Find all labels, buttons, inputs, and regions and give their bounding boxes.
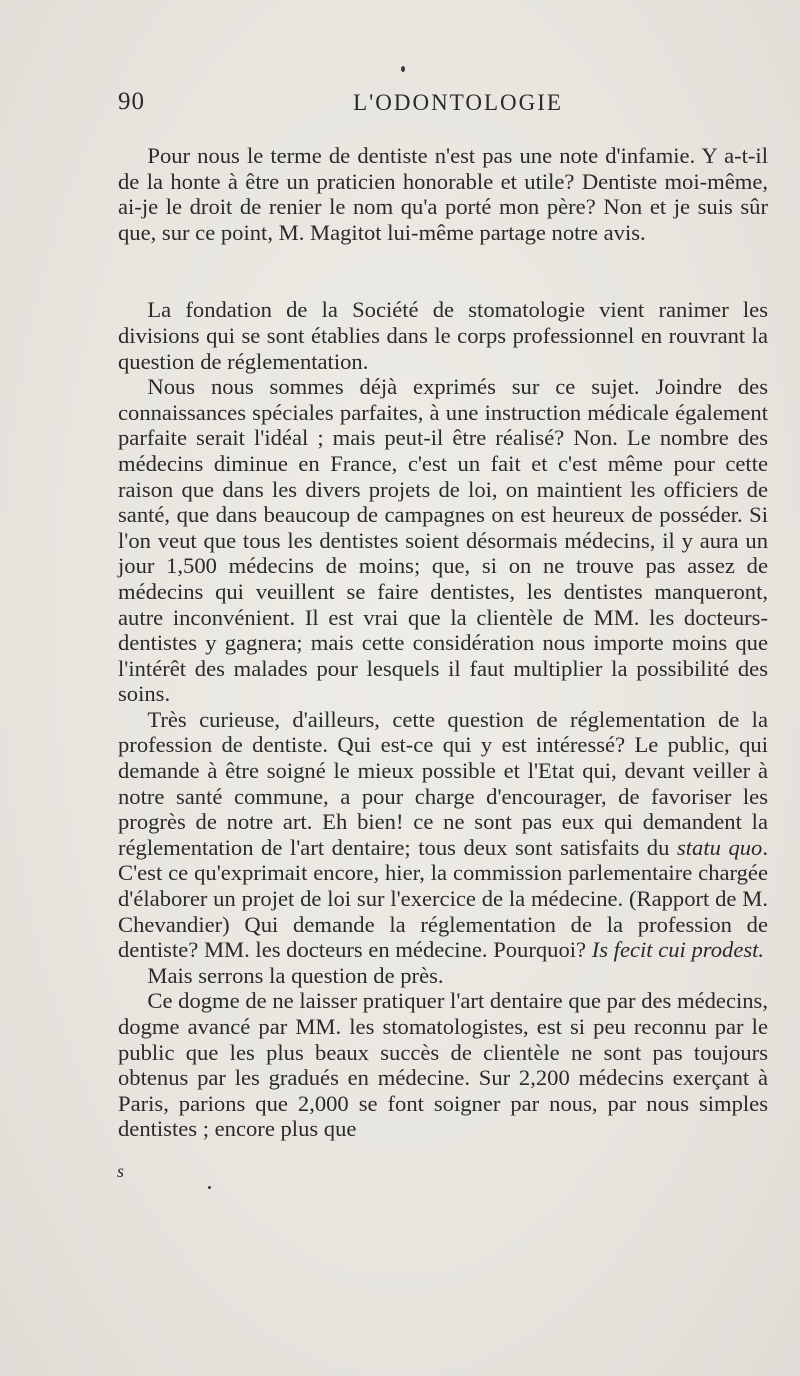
paragraph-p1 — [118, 143, 768, 245]
text-run: Mais serrons la question de près. — [147, 962, 444, 988]
text-run: Nous nous sommes déjà exprimés sur ce sujet. Joindre des connaissances spéciales parfaites, à une instruction médicale également parfaite serait l'idéal ; mais peut-il être réalisé? Non. Le nombre des médecins diminue en France, c'est un fait et c'est même pour cette raison que dans les divers projets de loi, on maintient les officiers de santé, que dans beaucoup de campagnes on est heureux de posséder. Si l'on veut que tous les dentistes soient désormais médecins, il y aura un jour 1,500 médecins de moins; que, si on ne trouve pas assez de médecins qui veuillent se faire dentistes, les dentistes manqueront, autre inconvénient. Il est vrai que la clientèle de MM. les docteurs-dentistes y gagnera; mais cette considération nous importe moins que l'intérêt des malades pour lesquels il faut multiplier la possibilité des soins. — [118, 374, 768, 707]
italic-phrase: statu quo — [676, 834, 763, 860]
text-run: Ce dogme de ne laisser pratiquer l'art dentaire que par des médecins, dogme avancé par MM. les stomatologistes, est si peu reconnu par le public que les plus beaux succès de clientèle ne sont pas toujours obtenus par les gradués en médecine. Sur 2,200 médecins exerçant à Paris, parions que 2,000 se font soigner par nous, par nous simples dentistes ; encore plus que — [118, 988, 768, 1142]
text-run: La fondation de la Société de stomatologie vient ranimer les divisions qui se sont établies dans le corps professionnel en rouvrant la question de réglementation. — [118, 297, 768, 374]
italic-phrase: Is fecit cui prodest. — [591, 937, 765, 963]
text-run: Pour nous le terme de dentiste n'est pas une note d'infamie. Y a-t-il de la honte à être un praticien honorable et utile? Dentiste moi-même, ai-je le droit de renier le nom qu'a porté mon père? Non et je suis sûr que, sur ce point, M. Magitot lui-même partage notre avis. — [118, 143, 768, 245]
signature-mark: s — [117, 1161, 125, 1181]
text-run: Très curieuse, d'ailleurs, cette question de réglementation de la profession de dentiste. Qui est-ce qui y est intéressé? Le public, qui demande à être soigné le mieux possible et l'Etat qui, devant veiller à notre santé commune, a pour charge d'encourager, de favoriser les progrès de notre art. Eh bien! ce ne sont pas eux qui demandent la réglementation de l'art dentaire; tous deux sont satisfaits du — [118, 706, 768, 860]
paragraph-p3 — [118, 374, 768, 707]
paragraph-p6 — [118, 988, 768, 1142]
ink-speck — [401, 66, 405, 72]
ink-speck — [208, 1186, 211, 1189]
running-title: L'ODONTOLOGIE — [353, 90, 563, 115]
text-run: . C'est ce qu'exprimait encore, hier, la commission parlementaire chargée d'élaborer un projet de loi sur l'exercice de la médecine. (Rapport de M. Chevandier) Qui demande la réglementation de la profession de dentiste? MM. les docteurs en médecine. Pourquoi? — [118, 834, 768, 963]
page-header — [118, 88, 768, 122]
paragraph-p5 — [118, 963, 768, 989]
page-number: 90 — [118, 88, 145, 115]
paragraph-p2 — [118, 297, 768, 374]
body-text — [118, 143, 768, 1142]
paragraph-p4 — [118, 707, 768, 963]
